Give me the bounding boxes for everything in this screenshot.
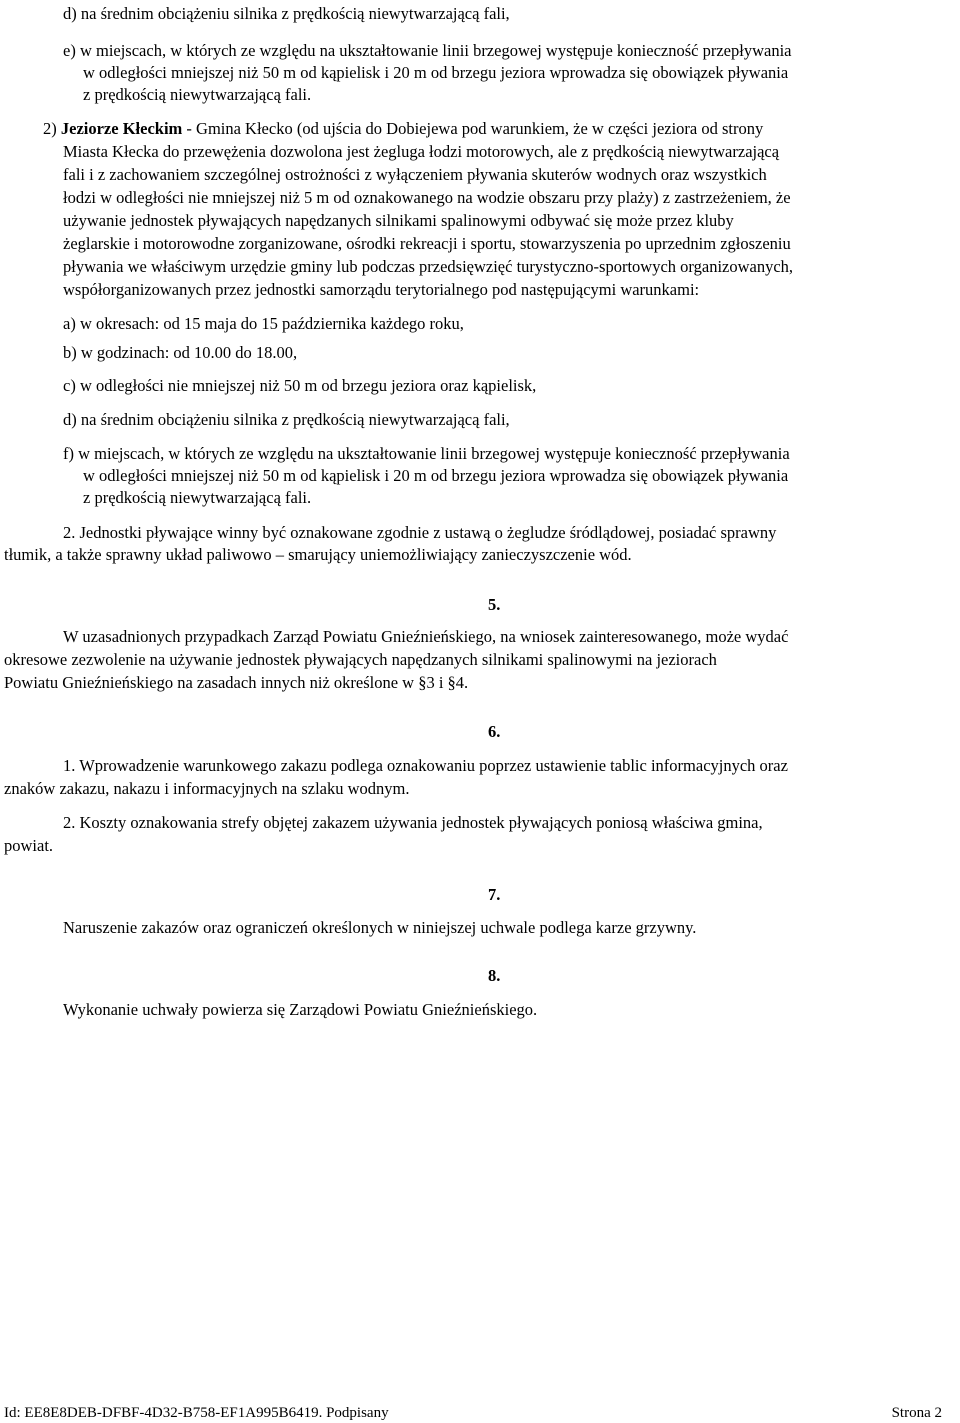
section-5-line2: okresowe zezwolenie na używanie jednostek pływających napędzanych silnikami spalinowymi na jeziorach <box>4 650 717 669</box>
paragraph-2-line5: używanie jednostek pływających napędzanych silnikami spalinowymi odbywać się może przez kluby <box>63 211 734 230</box>
document-id-footer: Id: EE8E8DEB-DFBF-4D32-B758-EF1A995B6419. Podpisany <box>4 1405 389 1421</box>
section-6-point-2-line2: powiat. <box>4 836 54 855</box>
section-7-text: Naruszenie zakazów oraz ograniczeń określonych w niniejszej uchwale podlega karze grzywny. <box>63 918 697 937</box>
section-6-point-2-line1: 2. Koszty oznakowania strefy objętej zakazem używania jednostek pływających poniosą właściwa gmina, <box>63 813 763 832</box>
list-item-e-line3: z prędkością niewytwarzającą fali. <box>83 85 312 104</box>
section-6-point-1-line1: 1. Wprowadzenie warunkowego zakazu podlega oznakowaniu poprzez ustawienie tablic informacyjnych oraz <box>63 756 788 775</box>
condition-b: b) w godzinach: od 10.00 do 18.00, <box>63 343 298 362</box>
section-6-point-1-line2: znaków zakazu, nakazu i informacyjnych na szlaku wodnym. <box>4 779 410 798</box>
section-5-line3: Powiatu Gnieźnieńskiego na zasadach innych niż określone w §3 i §4. <box>4 673 469 692</box>
point-2-line2: tłumik, a także sprawny układ paliwowo – smarujący uniemożliwiający zanieczyszczenie wód. <box>4 545 632 564</box>
section-8-heading: 8. <box>488 966 501 985</box>
paragraph-2-line8: współorganizowanych przez jednostki samorządu terytorialnego pod następującymi warunkami: <box>63 280 700 299</box>
paragraph-2-number: 2) <box>43 119 61 138</box>
paragraph-2-line1 <box>43 118 956 140</box>
paragraph-2-text: - Gmina Kłecko (od ujścia do Dobiejewa pod warunkiem, że w części jeziora od strony <box>182 119 764 138</box>
section-5-heading: 5. <box>488 595 501 614</box>
lake-name: Jeziorze Kłeckim <box>60 119 183 138</box>
paragraph-2-line4: łodzi w odległości nie mniejszej niż 5 m od oznakowanego na wodzie obszaru przy plaży) z zastrzeżeniem, że <box>63 188 791 207</box>
paragraph-2-line2: Miasta Kłecka do przewężenia dozwolona jest żegluga łodzi motorowych, ale z prędkością niewytwarzającą <box>63 142 780 161</box>
condition-f-line3: z prędkością niewytwarzającą fali. <box>83 488 312 507</box>
paragraph-2-line3: fali i z zachowaniem szczególnej ostrożności z wyłączeniem pływania skuterów wodnych oraz wszystkich <box>63 165 767 184</box>
point-2-line1: 2. Jednostki pływające winny być oznakowane zgodnie z ustawą o żegludze śródlądowej, posiadać sprawny <box>63 523 777 542</box>
list-item-d: d) na średnim obciążeniu silnika z prędkością niewytwarzającą fali, <box>63 4 510 23</box>
condition-a: a) w okresach: od 15 maja do 15 października każdego roku, <box>63 314 464 333</box>
condition-d: d) na średnim obciążeniu silnika z prędkością niewytwarzającą fali, <box>63 410 510 429</box>
section-5-line1: W uzasadnionych przypadkach Zarząd Powiatu Gnieźnieńskiego, na wniosek zainteresowanego, może wydać <box>63 627 789 646</box>
paragraph-2-line7: pływania we właściwym urzędzie gminy lub podczas przedsięwzięć turystyczno-sportowych organizowanych, <box>63 257 794 276</box>
condition-f-line2: w odległości mniejszej niż 50 m od kąpielisk i 20 m od brzegu jeziora wprowadza się obowiązek pływania <box>83 466 789 485</box>
section-7-heading: 7. <box>488 885 501 904</box>
condition-c: c) w odległości nie mniejszej niż 50 m od brzegu jeziora oraz kąpielisk, <box>63 376 537 395</box>
list-item-e-line2: w odległości mniejszej niż 50 m od kąpielisk i 20 m od brzegu jeziora wprowadza się obowiązek pływania <box>83 63 789 82</box>
section-8-text: Wykonanie uchwały powierza się Zarządowi Powiatu Gnieźnieńskiego. <box>63 1000 538 1019</box>
section-6-heading: 6. <box>488 722 501 741</box>
page-number-footer: Strona 2 <box>891 1405 942 1421</box>
paragraph-2-line6: żeglarskie i motorowodne zorganizowane, ośrodki rekreacji i sportu, stowarzyszenia po uprzednim zgłoszeniu <box>63 234 791 253</box>
condition-f-line1: f) w miejscach, w których ze względu na ukształtowanie linii brzegowej występuje konieczność przepływania <box>63 444 790 463</box>
list-item-e-line1: e) w miejscach, w których ze względu na ukształtowanie linii brzegowej występuje konieczność przepływania <box>63 41 792 60</box>
